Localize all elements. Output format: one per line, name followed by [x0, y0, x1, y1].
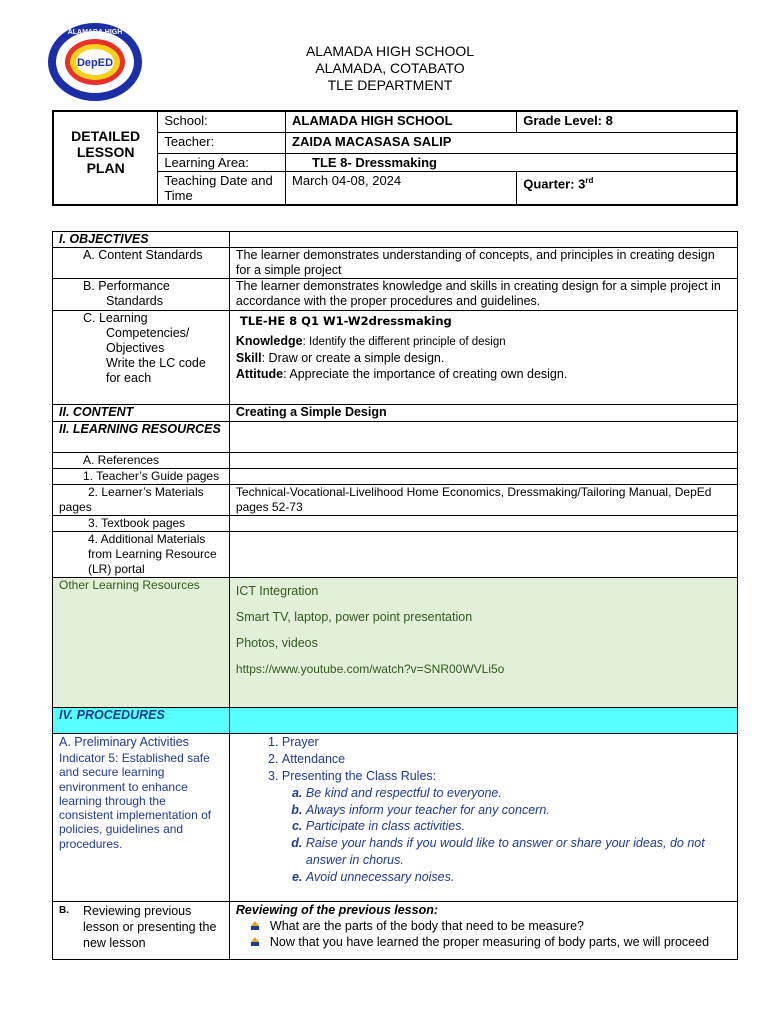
- learners-materials-label: 2. Learner’s Materials pages: [53, 485, 230, 516]
- rule-item: a. Be kind and respectful to everyone.: [306, 785, 731, 802]
- additional-materials-label: 4. Additional Materials from Learning Resource (LR) portal: [53, 532, 230, 578]
- teacher-label: Teacher:: [158, 132, 286, 153]
- list-item: 2. Attendance: [282, 751, 731, 768]
- lesson-plan-table: [52, 231, 738, 960]
- arrow-bullet-icon: [250, 937, 260, 947]
- preliminary-activities-list: [229, 734, 737, 902]
- learners-materials-text: Technical-Vocational-Livelihood Home Economics, Dressmaking/Tailoring Manual, DepEd pages 52-73: [229, 485, 737, 516]
- rule-item: b. Always inform your teacher for any concern.: [306, 802, 731, 819]
- content-standards-label: A. Content Standards: [53, 248, 230, 279]
- lc-code: TLE-HE 8 Q1 W1-W2dressmaking: [239, 314, 452, 328]
- header-line3: TLE DEPARTMENT: [327, 77, 453, 93]
- svg-text:ALAMADA HIGH: ALAMADA HIGH: [67, 29, 123, 36]
- competencies-text: TLE-HE 8 Q1 W1-W2dressmaking Knowledge: Identify the different principle of design Skill: Draw or create a simple design. Attitude: Appreciate the importance of creating own design.: [229, 311, 737, 405]
- textbook-label: 3. Textbook pages: [53, 516, 230, 532]
- list-item: 3. Presenting the Class Rules: a. Be kind and respectful to everyone. b. Always inform your teacher for any concern. c. Participate in class activities. d. Raise your hands if you would like to answer or share your ideas, do not answer in chorus. e. Avoid unnecessary noises.: [282, 768, 731, 885]
- resources-title: II. LEARNING RESOURCES: [53, 422, 230, 453]
- lesson-info-table: [52, 110, 738, 206]
- grade-level: Grade Level: 8: [517, 111, 737, 132]
- school-label: School:: [158, 111, 286, 132]
- content-title: II. CONTENT: [53, 405, 230, 422]
- performance-standards-text: The learner demonstrates knowledge and skills in creating design for a simple project in accordance with the proper procedures and guidelines.: [229, 279, 737, 311]
- teacher-value: ZAIDA MACASASA SALIP: [286, 132, 737, 153]
- rule-item: d. Raise your hands if you would like to answer or share your ideas, do not answer in chorus.: [306, 835, 731, 868]
- school-logo: [47, 22, 143, 102]
- header-line1: ALAMADA HIGH SCHOOL: [305, 43, 475, 59]
- area-label: Learning Area:: [158, 153, 286, 171]
- arrow-bullet-icon: [250, 921, 260, 931]
- other-resources-label: Other Learning Resources: [53, 578, 230, 708]
- list-item: 1. Prayer: [282, 734, 731, 751]
- school-value: ALAMADA HIGH SCHOOL: [286, 111, 517, 132]
- teachers-guide-label: 1. Teacher’s Guide pages: [53, 469, 230, 485]
- other-resources-text: ICT Integration Smart TV, laptop, power point presentation Photos, videos https://www.youtube.com/watch?v=SNR00WVLi5o: [229, 578, 737, 708]
- indicator-text: Indicator 5: Established safe and secure learning environment to enhance learning through the consistent implementation of policies, guidelines and procedures.: [59, 751, 212, 851]
- competencies-label: C. Learning Competencies/ Objectives Write the LC code for each: [53, 311, 230, 405]
- date-value: March 04-08, 2024: [286, 171, 517, 205]
- date-label: Teaching Date and Time: [158, 171, 286, 205]
- review-label-cell: B. Reviewing previous lesson or presenting the new lesson: [53, 902, 230, 960]
- school-header: [200, 43, 580, 94]
- review-label: Reviewing previous lesson or presenting the new lesson: [83, 904, 217, 950]
- list-item: Now that you have learned the proper measuring of body parts, we will proceed: [270, 934, 731, 950]
- preliminary-activities-label: A. Preliminary Activities: [59, 735, 189, 749]
- content-standards-text: The learner demonstrates understanding of concepts, and principles in creating design for a simple project: [229, 248, 737, 279]
- rule-item: e. Avoid unnecessary noises.: [306, 869, 731, 886]
- procedures-title: IV. PROCEDURES: [53, 708, 230, 734]
- video-link[interactable]: https://www.youtube.com/watch?v=SNR00WVLi5o: [235, 662, 505, 676]
- dlp-title: DETAILED LESSON PLAN: [53, 111, 158, 205]
- content-text: Creating a Simple Design: [229, 405, 737, 422]
- objectives-title: I. OBJECTIVES: [53, 232, 230, 248]
- performance-standards-label: B. Performance Standards: [53, 279, 230, 311]
- svg-text:DepED: DepED: [76, 57, 114, 69]
- rule-item: c. Participate in class activities.: [306, 818, 731, 835]
- review-content: Reviewing of the previous lesson: What are the parts of the body that need to be measure? Now that you have learned the proper measuring of body parts, we will proceed: [229, 902, 737, 960]
- quarter: Quarter: 3rd: [517, 171, 737, 205]
- preliminary-activities-cell: [53, 734, 230, 902]
- list-item: What are the parts of the body that need to be measure?: [270, 918, 731, 934]
- references-label: A. References: [53, 453, 230, 469]
- area-value: TLE 8- Dressmaking: [286, 153, 737, 171]
- header-line2: ALAMADA, COTABATO: [315, 60, 465, 76]
